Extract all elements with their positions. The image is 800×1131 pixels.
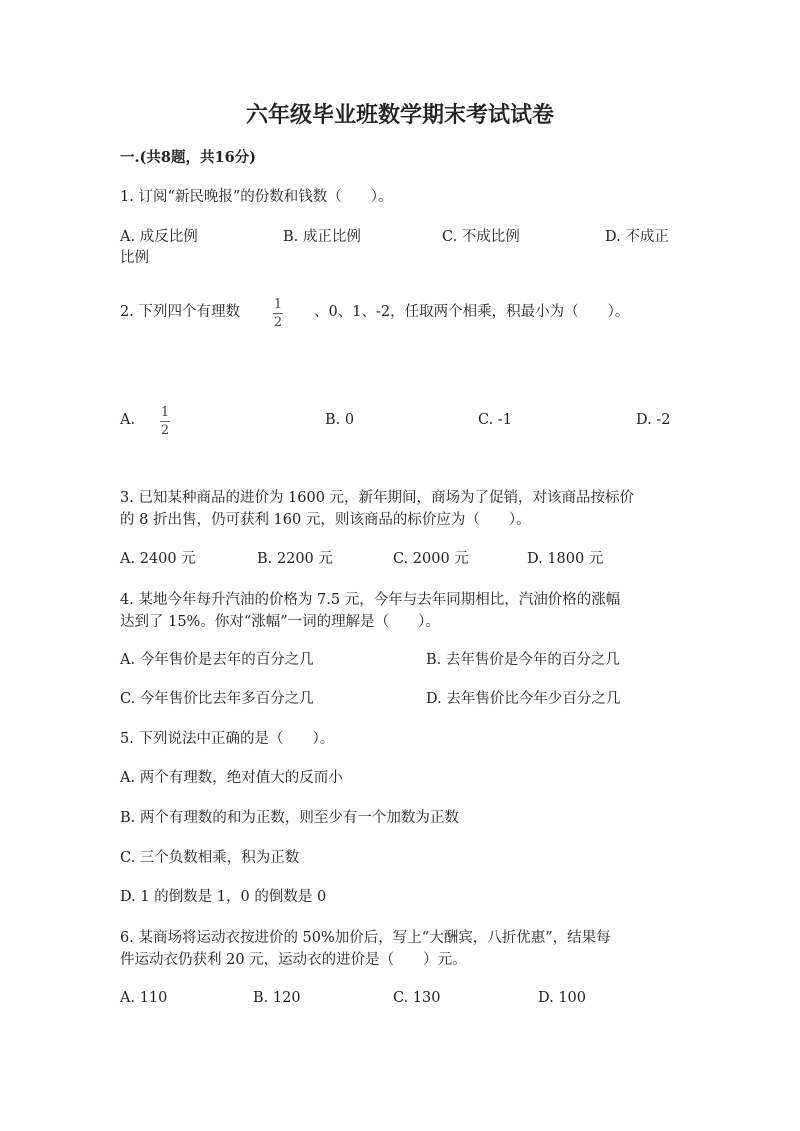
q3-option-b: B. 2200 元 — [257, 551, 333, 567]
q5-option-c: C. 三个负数相乘，积为正数 — [120, 850, 300, 866]
q1-option-b: B. 成正比例 — [283, 229, 361, 245]
q1-option-d: D. 不成正 — [605, 229, 669, 245]
q3-option-d: D. 1800 元 — [527, 551, 604, 567]
q3-stem-line1: 3. 已知某种商品的进价为 1600 元，新年期间，商场为了促销，对该商品按标价 — [120, 490, 635, 506]
q5-option-d: D. 1 的倒数是 1，0 的倒数是 0 — [120, 889, 327, 905]
q1-option-a: A. 成反比例 — [120, 229, 198, 245]
section-heading: 一.(共8题，共16分) — [120, 149, 257, 166]
q2-option-d: D. -2 — [636, 412, 671, 428]
q5-stem: 5. 下列说法中正确的是（ ）。 — [120, 731, 335, 747]
q1-option-d-cont: 比例 — [120, 250, 149, 266]
q2-option-b: B. 0 — [325, 412, 355, 428]
q4-option-c: C. 今年售价比去年多百分之几 — [120, 691, 314, 707]
q5-option-a: A. 两个有理数，绝对值大的反而小 — [120, 770, 343, 786]
q2-option-c: C. -1 — [478, 412, 512, 428]
q5-option-b: B. 两个有理数的和为正数，则至少有一个加数为正数 — [120, 810, 459, 826]
q2-fraction: 1 2 — [273, 297, 283, 330]
q2-stem-b: 、0、1、-2，任取两个相乘，积最小为（ ）。 — [314, 304, 630, 320]
q2-option-a-fraction: 1 2 — [160, 405, 170, 438]
q3-stem-line2: 的 8 折出售，仍可获利 160 元，则该商品的标价应为（ ）。 — [120, 512, 531, 528]
q2-stem-a: 2. 下列四个有理数 — [120, 304, 240, 320]
q4-stem-line1: 4. 某地今年每升汽油的价格为 7.5 元，今年与去年同期相比，汽油价格的涨幅 — [120, 592, 621, 608]
q6-option-d: D. 100 — [538, 990, 587, 1006]
q4-option-b: B. 去年售价是今年的百分之几 — [426, 652, 620, 668]
q6-stem-line2: 件运动衣仍获利 20 元，运动衣的进价是（ ）元。 — [120, 952, 467, 968]
q2-option-a: A. — [120, 412, 136, 428]
q3-option-a: A. 2400 元 — [120, 551, 196, 567]
page-title: 六年级毕业班数学期末考试试卷 — [245, 102, 554, 128]
q6-stem-line1: 6. 某商场将运动衣按进价的 50%加价后，写上“大酬宾，八折优惠”，结果每 — [120, 930, 611, 946]
q6-option-b: B. 120 — [253, 990, 301, 1006]
q6-option-c: C. 130 — [393, 990, 441, 1006]
q4-stem-line2: 达到了 15%。你对“涨幅”一词的理解是（ ）。 — [120, 614, 440, 630]
q4-option-a: A. 今年售价是去年的百分之几 — [120, 652, 314, 668]
q6-option-a: A. 110 — [120, 990, 168, 1006]
q1-stem: 1. 订阅“新民晚报”的份数和钱数（ ）。 — [120, 189, 393, 205]
q1-option-c: C. 不成比例 — [442, 229, 520, 245]
q4-option-d: D. 去年售价比今年少百分之几 — [426, 691, 621, 707]
q3-option-c: C. 2000 元 — [393, 551, 469, 567]
